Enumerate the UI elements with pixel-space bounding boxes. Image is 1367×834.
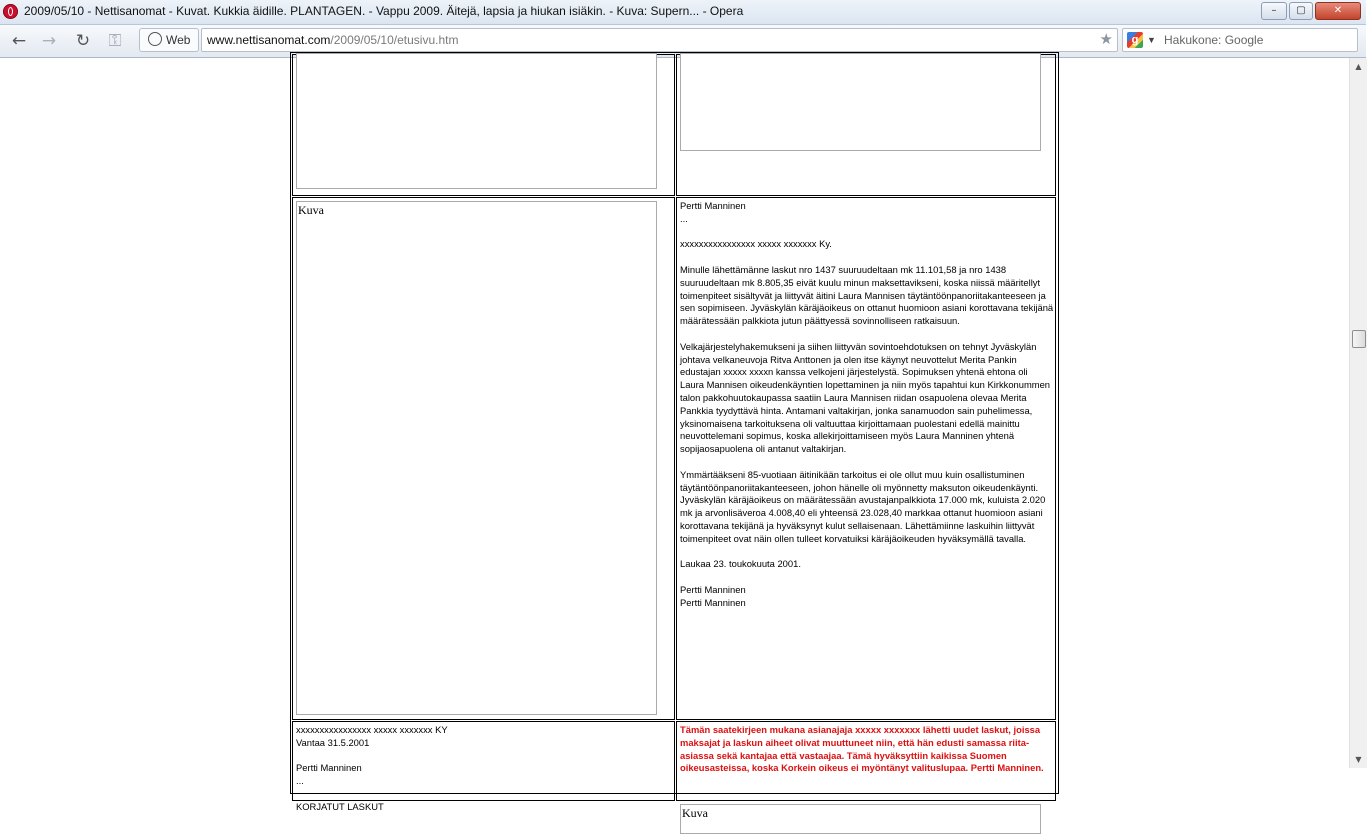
scrollbar-thumb[interactable] [1352,330,1366,348]
url-host: www.nettisanomat.com [207,33,331,47]
page-viewport [0,58,1349,820]
letter-2-ellipsis: ... [296,775,304,787]
letter-signature-2: Pertti Manninen [680,596,746,608]
letter-ellipsis: ... [680,212,688,224]
letter-2-subject: KORJATUT LASKUT [296,800,384,812]
letter-2-recipient: Pertti Manninen [296,762,362,774]
reload-icon[interactable]: ↻ [75,31,91,51]
forward-arrow-icon[interactable]: → [41,31,57,51]
window-title-bar [0,0,1366,25]
letter-paragraph-3: Ymmärtääkseni 85-vuotiaan äitinikään tarkoitus ei ole ollut muu kuin osallistuminen täytäntöönpanoriitakanteeseen, johon hänelle oli myönnetty maksuton oikeudenkäynti. Jyväskylän käräjäoikeus on määrätessään avustajanpalkkiota 17.000 mk, kuluista 2.020 mk ja arvonlisäveroa 4.008,40 eli yhteensä 23.028,40 markkaa ottanut huomioon asiani korottavana tekijänä ja hyväksynyt kulut sellaisenaan. Lähettämiinne laskuihin liittyvät toimenpiteet ovat näin ollen tulleet korvatuiksi käräjäoikeuden hyväksymällä tavalla. [680,468,1046,544]
bookmark-star-icon[interactable]: ★ [1099,31,1113,48]
vertical-scrollbar[interactable] [1349,58,1367,768]
table-cell-image-main [292,197,675,720]
web-label: Web [166,33,191,47]
table-cell-letter [676,197,1056,720]
maximize-button[interactable]: ▢ [1289,2,1313,20]
image-placeholder-2 [680,804,1041,834]
table-cell-image-top [292,54,675,196]
letter-2-place-date: Vantaa 31.5.2001 [296,736,370,748]
address-field[interactable] [201,28,1118,52]
opera-logo-icon[interactable] [3,4,18,19]
letter-2-body [296,724,670,814]
minimize-button[interactable]: – [1261,2,1287,20]
image-frame-top-right [680,53,1041,151]
search-field[interactable] [1122,28,1358,52]
search-engine-placeholder: Hakukone: Google [1164,33,1264,47]
image-placeholder-2-label: Kuva [682,806,708,820]
content-table [290,52,1059,820]
letter-paragraph-2: Velkajärjestelyhakemukseni ja siihen liittyvän sovintoehdotuksen on tehnyt Jyväskylän johtava velkaneuvoja Ritva Anttonen ja olen itse käynyt neuvottelut Merita Pankin edustajan xxxxx xxxxn kanssa velkojeni järjestelystä. Sopimuksen yhtenä ehtona oli Laura Mannisen oikeudenkäyntien lopettaminen ja niin myös tapahtui kun Kirkkonummen talon pakkohuutokaupassa saatiin Laura Mannisen riidan osapuolena olevaa Merita Pankkia tyydyttävä hinta. Antamani valtakirjan, jonka sanamuodon sain puhelimessa, yksinomaisena tarkoituksena oli valtuuttaa kirjoittamaan puolestani edellä mainittu neuvottelemani sopimus, koska allekirjoittamiseen myös Laura Manninen yhtenä sopijaosapuolena oli antanut valtakirjan. [680,340,1051,455]
close-button[interactable]: ✕ [1315,2,1361,20]
chevron-down-icon[interactable]: ▼ [1147,35,1156,45]
letter-sender: Pertti Manninen [680,200,746,211]
letter-recipient: xxxxxxxxxxxxxxxx xxxxx xxxxxxx Ky. [680,238,832,250]
letter-2-sender: xxxxxxxxxxxxxxxx xxxxx xxxxxxx KY [296,724,448,735]
letter-signature: Pertti Manninen [680,583,746,595]
back-arrow-icon[interactable]: ← [11,31,27,51]
red-note: Tämän saatekirjeen mukana asianajaja xxxxx xxxxxxx lähetti uudet laskut, joissa maksajat ja laskun aiheet olivat muuttuneet niin, että hän edusti samassa riita-asiassa sekä kantajaa että vastaajaa. Tämä hyväksyttiin kaikissa Suomen oikeusasteissa, koska Korkein oikeus ei myöntänyt valituslupaa. Pertti Manninen. [680,724,1044,774]
image-frame-top [296,53,657,189]
table-cell-letter-2 [292,721,675,812]
scroll-up-icon[interactable]: ▲ [1355,62,1362,71]
table-cell-text-top [676,54,1056,196]
letter-paragraph-1: Minulle lähettämänne laskut nro 1437 suuruudeltaan mk 11.101,58 ja nro 1438 suuruudeltaan mk 8.805,35 eivät kuulu minun maksettavikseni, koska niissä määritellyt toimenpiteet sisältyvät ja liittyvät äitini Laura Mannisen täytäntöönpanoriitakanteeseen ja sen sopimiseen. Jyväskylän käräjäoikeus on ottanut huomioon asiani korottavana tekijänä määrätessään palkkiota jutun päättyessä sovinnolliseen ratkaisuun. [680,263,1054,327]
image-placeholder [296,201,657,715]
url-path: /2009/05/10/etusivu.htm [330,33,459,47]
web-badge-button[interactable] [139,28,199,52]
globe-icon [148,32,162,46]
scroll-down-icon[interactable]: ▼ [1355,755,1362,764]
google-icon[interactable]: g [1127,32,1143,48]
image-placeholder-label: Kuva [298,203,324,217]
table-cell-note [676,721,1056,820]
letter-date: Laukaa 23. toukokuuta 2001. [680,558,801,570]
letter-body [680,200,1054,610]
window-title: 2009/05/10 - Nettisanomat - Kuvat. Kukkia äidille. PLANTAGEN. - Vappu 2009. Äitejä, lapsia ja hiukan isiäkin. - Kuva: Supern... - Opera [24,4,744,18]
key-icon[interactable]: ⚿ [108,31,122,51]
